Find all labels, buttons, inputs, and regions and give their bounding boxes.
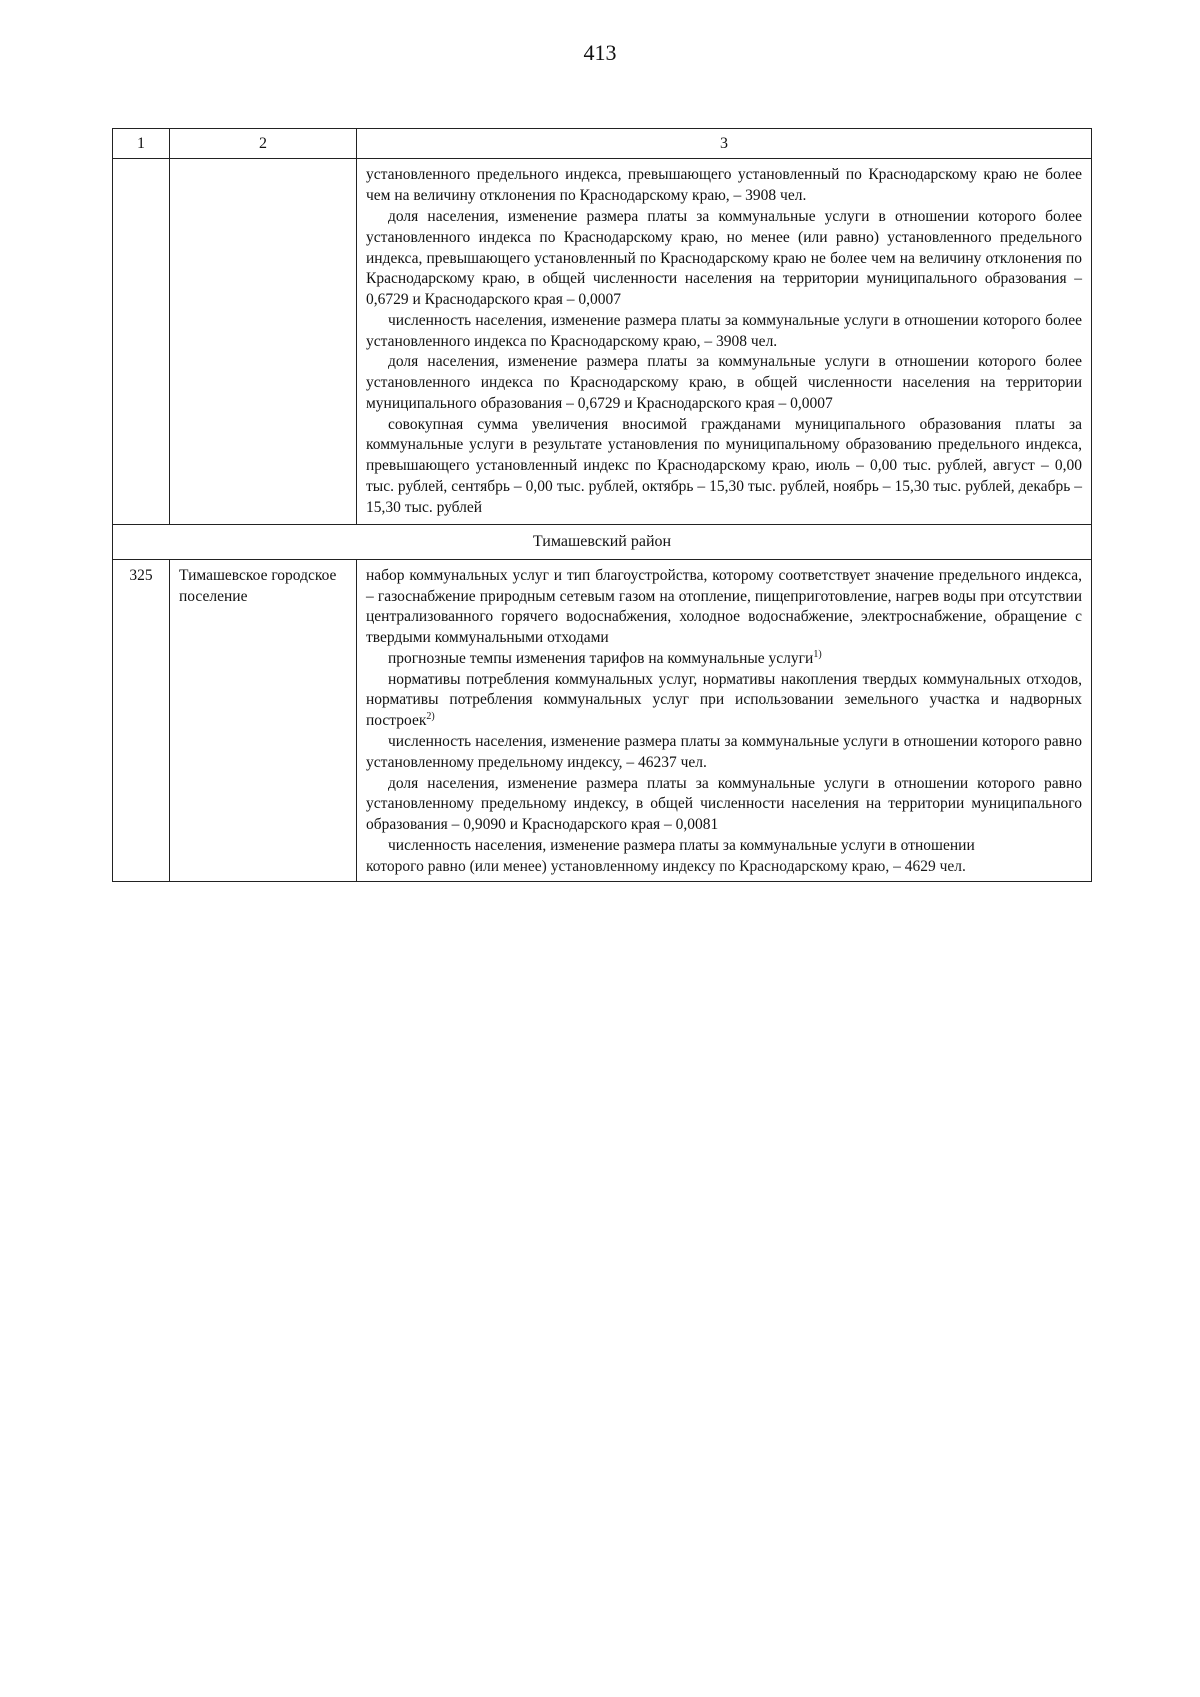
paragraph: набор коммунальных услуг и тип благоустройства, которому соответствует значение предельного индекса, – газоснабжение природным сетевым газом на отопление, пищеприготовление, нагрев воды при отсутствии централизованного горячего водоснабжения, холодное водоснабжение, электроснабжение, обращение с твердыми коммунальными отходами: [366, 566, 1082, 647]
paragraph-clipped: которого равно (или менее) установленному индексу по Краснодарскому краю, – 4629 чел.: [366, 857, 966, 875]
table-row-325: [113, 559, 1092, 881]
indicator-description-cell: [357, 559, 1092, 881]
page-number: 413: [583, 40, 617, 65]
paragraph: численность населения, изменение размера платы за коммунальные услуги в отношении: [388, 836, 975, 854]
paragraph: доля населения, изменение размера платы за коммунальные услуги в отношении которого более установленного индекса по Краснодарскому краю, но менее (или равно) установленного предельного индекса, превышающего установленный по Краснодарскому краю не более чем на величину отклонения по Краснодарскому краю, в общей численности населения на территории муниципального образования – 0,6729 и Краснодарского края – 0,0007: [366, 207, 1082, 309]
indicator-description-cell: [357, 159, 1092, 525]
column-header-2: 2: [170, 129, 357, 159]
row-number-cell: [113, 159, 170, 525]
column-header-1: 1: [113, 129, 170, 159]
row-number-cell: 325: [113, 559, 170, 881]
paragraph: совокупная сумма увеличения вносимой гражданами муниципального образования платы за коммунальные услуги в результате установления по муниципальному образованию предельного индекса, превышающего установленный индекс по Краснодарскому краю, июль – 0,00 тыс. рублей, август – 0,00 тыс. рублей, сентябрь – 0,00 тыс. рублей, октябрь – 15,30 тыс. рублей, ноябрь – 15,30 тыс. рублей, декабрь – 15,30 тыс. рублей: [366, 415, 1082, 516]
paragraph: численность населения, изменение размера платы за коммунальные услуги в отношении которого более установленного индекса по Краснодарскому краю, – 3908 чел.: [366, 311, 1082, 350]
region-heading-row: [113, 525, 1092, 559]
paragraph: доля населения, изменение размера платы за коммунальные услуги в отношении которого более установленного индекса по Краснодарскому краю, в общей численности населения на территории муниципального образования – 0,6729 и Краснодарского края – 0,0007: [366, 353, 1082, 412]
paragraph-text: прогнозные темпы изменения тарифов на коммунальные услуги: [388, 649, 814, 667]
paragraph-text: нормативы потребления коммунальных услуг, нормативы накопления твердых коммунальных отходов, нормативы потребления коммунальных услуг при использовании земельного участка и надворных построек: [366, 670, 1082, 730]
paragraph: [366, 649, 1082, 670]
column-header-3: 3: [357, 129, 1092, 159]
paragraph: численность населения, изменение размера платы за коммунальные услуги в отношении которого равно установленному предельному индексу, – 46237 чел.: [366, 733, 1082, 771]
paragraph: установленного предельного индекса, превышающего установленный по Краснодарскому краю не более чем на величину отклонения по Краснодарскому краю, – 3908 чел.: [366, 166, 1082, 205]
footnote-marker: 1): [813, 648, 822, 660]
region-heading: Тимашевский район: [113, 525, 1092, 559]
table-row-continuation: [113, 159, 1092, 525]
paragraph: доля населения, изменение размера платы за коммунальные услуги в отношении которого равно установленному предельному индексу, в общей численности населения на территории муниципального образования – 0,9090 и Краснодарского края – 0,0081: [366, 774, 1082, 834]
municipality-name-cell: Тимашевское городское поселение: [170, 559, 357, 881]
indices-table: [112, 128, 1092, 882]
table-header-row: [113, 129, 1092, 159]
paragraph: [366, 670, 1082, 732]
municipality-name-cell: [170, 159, 357, 525]
footnote-marker: 2): [426, 711, 435, 723]
